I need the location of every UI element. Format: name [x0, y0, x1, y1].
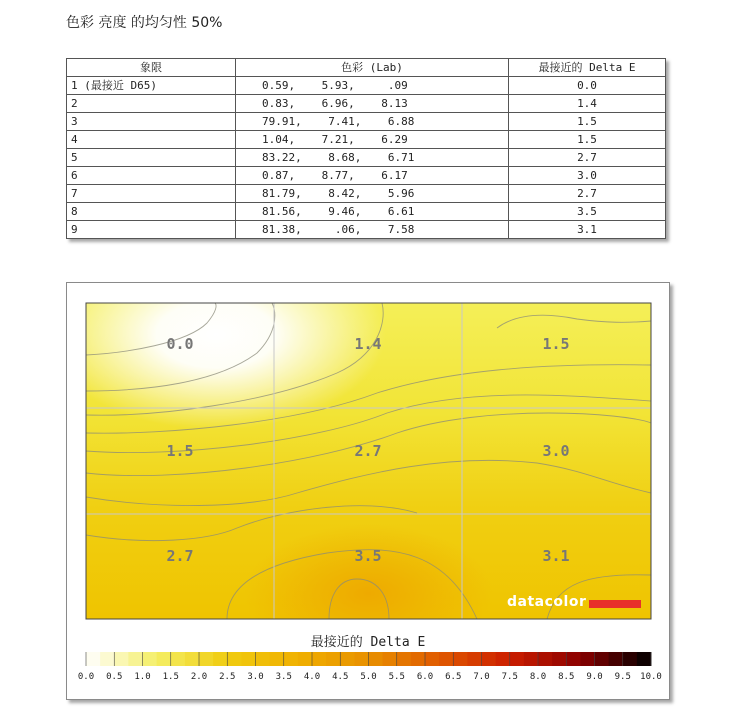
- legend-tick-label: 5.0: [360, 672, 377, 682]
- cell-quadrant: 1 (最接近 D65): [67, 77, 236, 95]
- cell-quadrant: 4: [67, 131, 236, 149]
- legend-swatch: [157, 652, 172, 666]
- legend-swatch: [369, 652, 384, 666]
- legend-swatch: [312, 652, 327, 666]
- cell-value-label: 1.5: [542, 335, 570, 353]
- legend-swatch: [143, 652, 158, 666]
- legend-tick-label: 2.0: [190, 672, 208, 682]
- legend-tick-label: 9.0: [586, 672, 603, 682]
- legend-tick-label: 10.0: [640, 672, 662, 682]
- cell-value-label: 0.0: [166, 335, 194, 353]
- legend-tick-label: 5.5: [388, 672, 405, 682]
- legend-swatch: [552, 652, 567, 666]
- cell-value-label: 3.5: [354, 547, 382, 565]
- cell-lab: 83.22, 8.68, 6.71: [236, 149, 509, 167]
- legend-swatch: [411, 652, 426, 666]
- cell-lab: 0.59, 5.93, .09: [236, 77, 509, 95]
- cell-quadrant: 3: [67, 113, 236, 131]
- legend-title: 最接近的 Delta E: [310, 635, 426, 650]
- legend-swatch: [637, 652, 652, 666]
- table-row: [67, 185, 666, 203]
- legend-swatch: [100, 652, 115, 666]
- cell-quadrant: 6: [67, 167, 236, 185]
- legend-tick-label: 8.5: [558, 672, 575, 682]
- legend-swatch: [425, 652, 440, 666]
- legend-swatch: [270, 652, 285, 666]
- legend-swatch: [383, 652, 398, 666]
- table-row: [67, 149, 666, 167]
- legend-swatch: [199, 652, 214, 666]
- legend-swatch: [256, 652, 271, 666]
- header-delta-e: 最接近的 Delta E: [509, 59, 666, 77]
- legend-swatch: [298, 652, 313, 666]
- legend-tick-label: 0.0: [77, 672, 95, 682]
- table-row: [67, 167, 666, 185]
- logo-bar: [589, 600, 641, 608]
- legend-tick-label: 7.0: [473, 672, 490, 682]
- header-quadrant: 象限: [67, 59, 236, 77]
- legend-tick-label: 2.5: [219, 672, 236, 682]
- legend-tick-label: 4.0: [303, 672, 321, 682]
- legend-swatch: [482, 652, 497, 666]
- legend-tick-label: 1.0: [134, 672, 151, 682]
- table-row: [67, 95, 666, 113]
- cell-lab: 0.87, 8.77, 6.17: [236, 167, 509, 185]
- page-title: 色彩 亮度 的均匀性 50%: [66, 15, 223, 31]
- color-scale-legend: [67, 649, 669, 689]
- uniformity-heatmap: [67, 283, 669, 628]
- table-row: [67, 113, 666, 131]
- legend-tick-label: 0.5: [106, 672, 123, 682]
- data-table: [66, 58, 666, 239]
- legend-swatch: [580, 652, 595, 666]
- legend-swatch: [354, 652, 369, 666]
- cell-value-label: 2.7: [354, 442, 382, 460]
- legend-swatch: [340, 652, 355, 666]
- cell-delta-e: 1.4: [509, 95, 666, 113]
- legend-swatch: [213, 652, 228, 666]
- cell-lab: 81.38, .06, 7.58: [236, 221, 509, 239]
- legend-swatch: [623, 652, 638, 666]
- legend-swatch: [524, 652, 539, 666]
- cell-delta-e: 2.7: [509, 185, 666, 203]
- legend-tick-label: 3.0: [247, 672, 264, 682]
- cell-lab: 79.91, 7.41, 6.88: [236, 113, 509, 131]
- cell-value-label: 1.4: [354, 335, 382, 353]
- legend-swatch: [114, 652, 129, 666]
- legend-tick-label: 1.5: [162, 672, 179, 682]
- legend-tick-label: 4.5: [332, 672, 349, 682]
- legend-swatch: [397, 652, 412, 666]
- cell-value-label: 1.5: [166, 442, 194, 460]
- cell-delta-e: 2.7: [509, 149, 666, 167]
- cell-quadrant: 8: [67, 203, 236, 221]
- legend-swatch: [128, 652, 143, 666]
- cell-value-label: 3.1: [542, 547, 570, 565]
- cell-value-label: 2.7: [166, 547, 194, 565]
- table-header-row: [67, 59, 666, 77]
- header-lab: 色彩 (Lab): [236, 59, 509, 77]
- legend-swatch: [227, 652, 242, 666]
- cell-quadrant: 7: [67, 185, 236, 203]
- legend-swatch: [595, 652, 610, 666]
- legend-swatch: [467, 652, 482, 666]
- cell-delta-e: 1.5: [509, 131, 666, 149]
- cell-quadrant: 5: [67, 149, 236, 167]
- cell-delta-e: 0.0: [509, 77, 666, 95]
- legend-swatch: [86, 652, 101, 666]
- legend-swatch: [241, 652, 256, 666]
- cell-delta-e: 1.5: [509, 113, 666, 131]
- legend-swatch: [538, 652, 553, 666]
- legend-swatch: [510, 652, 525, 666]
- legend-swatch: [566, 652, 581, 666]
- cell-lab: 1.04, 7.21, 6.29: [236, 131, 509, 149]
- legend-swatch: [453, 652, 468, 666]
- cell-value-label: 3.0: [542, 442, 570, 460]
- datacolor-logo: [507, 594, 643, 614]
- legend-tick-label: 7.5: [501, 672, 518, 682]
- legend-swatch: [609, 652, 624, 666]
- cell-lab: 81.56, 9.46, 6.61: [236, 203, 509, 221]
- legend-swatch: [439, 652, 454, 666]
- table-row: [67, 203, 666, 221]
- cell-delta-e: 3.1: [509, 221, 666, 239]
- legend-tick-label: 6.5: [445, 672, 462, 682]
- cell-delta-e: 3.5: [509, 203, 666, 221]
- legend-swatch: [171, 652, 186, 666]
- legend-swatch: [326, 652, 341, 666]
- legend-tick-label: 8.0: [529, 672, 547, 682]
- cell-delta-e: 3.0: [509, 167, 666, 185]
- chart-panel: [66, 282, 670, 700]
- logo-text: datacolor: [507, 594, 587, 610]
- legend-swatch: [284, 652, 299, 666]
- data-table-wrap: [66, 58, 666, 239]
- cell-lab: 0.83, 6.96, 8.13: [236, 95, 509, 113]
- legend-tick-label: 6.0: [416, 672, 434, 682]
- legend-swatch: [185, 652, 200, 666]
- legend-swatch: [496, 652, 511, 666]
- table-row: [67, 131, 666, 149]
- cell-quadrant: 9: [67, 221, 236, 239]
- legend-tick-label: 3.5: [275, 672, 292, 682]
- table-row: [67, 77, 666, 95]
- legend-tick-label: 9.5: [614, 672, 631, 682]
- cell-lab: 81.79, 8.42, 5.96: [236, 185, 509, 203]
- table-row: [67, 221, 666, 239]
- cell-quadrant: 2: [67, 95, 236, 113]
